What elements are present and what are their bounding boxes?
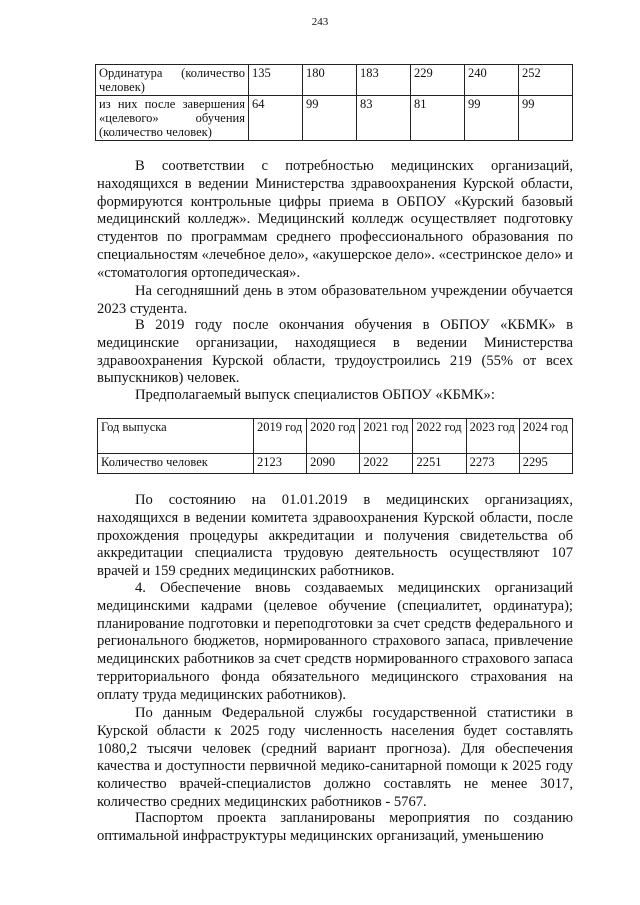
table-cell: 183 [357, 65, 411, 96]
table-cell: 240 [465, 65, 519, 96]
table-cell: 2123 [254, 454, 307, 474]
paragraph-staffing: 4. Обеспечение вновь создаваемых медицинских организаций медицинскими кадрами (целевое обучение (специалитет, ординатура); планирование подготовки и переподготовки за счет средств федерального и регионального бюджетов, нормированного страхового запаса, привлечение медицинских работников за счет средств нормированного страхового запаса территориального фонда обязательного медицинского страхования на оплату труда медицинских работников). [97, 580, 573, 703]
year-cell: 2021 год [360, 419, 413, 454]
paragraph-students: На сегодняшний день в этом образовательном учреждении обучается 2023 студента. [97, 283, 573, 317]
year-cell: 2020 год [307, 419, 360, 454]
paragraph-admission: В соответствии с потребностью медицинских организаций, находящихся в ведении Министерства здравоохранения Курской области, формируются контрольные цифры приема в ОБПОУ «Курский базовый медицинский колледж». Медицинский колледж осуществляет подготовку студентов по программам среднего профессионального образования по специальностям «лечебное дело», «акушерское дело». «сестринское дело» и «стоматология ортопедическая». [97, 158, 573, 281]
table-row [98, 419, 573, 454]
header-label: Год выпуска [98, 419, 254, 454]
graduates-table [97, 418, 573, 474]
table-cell: 2090 [307, 454, 360, 474]
row-label: Количество человек [98, 454, 254, 474]
table-cell: 83 [357, 96, 411, 141]
paragraph-project: Паспортом проекта запланированы мероприятия по созданию оптимальной инфраструктуры медицинских организаций, уменьшению [97, 810, 573, 844]
table-cell: 99 [519, 96, 573, 141]
table-cell: 99 [303, 96, 357, 141]
year-cell: 2024 год [519, 419, 572, 454]
paragraph-table-caption: Предполагаемый выпуск специалистов ОБПОУ «КБМК»: [135, 387, 495, 403]
table-cell: 64 [249, 96, 303, 141]
paragraph-accreditation: По состоянию на 01.01.2019 в медицинских организациях, находящихся в ведении комитета здравоохранения Курской области, после прохождения процедуры аккредитации и получения свидетельства об аккредитации специалиста трудовую деятельность осуществляют 107 врачей и 159 средних медицинских работников. [97, 492, 573, 580]
table-cell: 81 [411, 96, 465, 141]
residency-table [95, 64, 573, 141]
table-cell: 2022 [360, 454, 413, 474]
year-cell: 2022 год [413, 419, 466, 454]
table-cell: 229 [411, 65, 465, 96]
table-cell: 180 [303, 65, 357, 96]
year-cell: 2019 год [254, 419, 307, 454]
paragraph-employment: В 2019 году после окончания обучения в ОБПОУ «КБМК» в медицинские организации, находящиеся в ведении Министерства здравоохранения Курской области, трудоустроились 219 (55% от всех выпускников) человек. [97, 317, 573, 387]
paragraph-statistics: По данным Федеральной службы государственной статистики в Курской области к 2025 году численность населения будет составлять 1080,2 тысячи человек (средний вариант прогноза). Для обеспечения качества и доступности первичной медико-санитарной помощи к 2025 году количество врачей-специалистов должно составлять не менее 3017, количество средних медицинских работников - 5767. [97, 705, 573, 810]
table-cell: 252 [519, 65, 573, 96]
table-row [96, 96, 573, 141]
table-cell: 2273 [466, 454, 519, 474]
table-cell: 99 [465, 96, 519, 141]
table-cell: 135 [249, 65, 303, 96]
row-label: Ординатура (количество человек) [96, 65, 249, 96]
year-cell: 2023 год [466, 419, 519, 454]
row-label: из них после завершения «целевого» обучения (количество человек) [96, 96, 249, 141]
table-row [98, 454, 573, 474]
table-cell: 2251 [413, 454, 466, 474]
table-cell: 2295 [519, 454, 572, 474]
table-row [96, 65, 573, 96]
page-number: 243 [311, 16, 329, 28]
